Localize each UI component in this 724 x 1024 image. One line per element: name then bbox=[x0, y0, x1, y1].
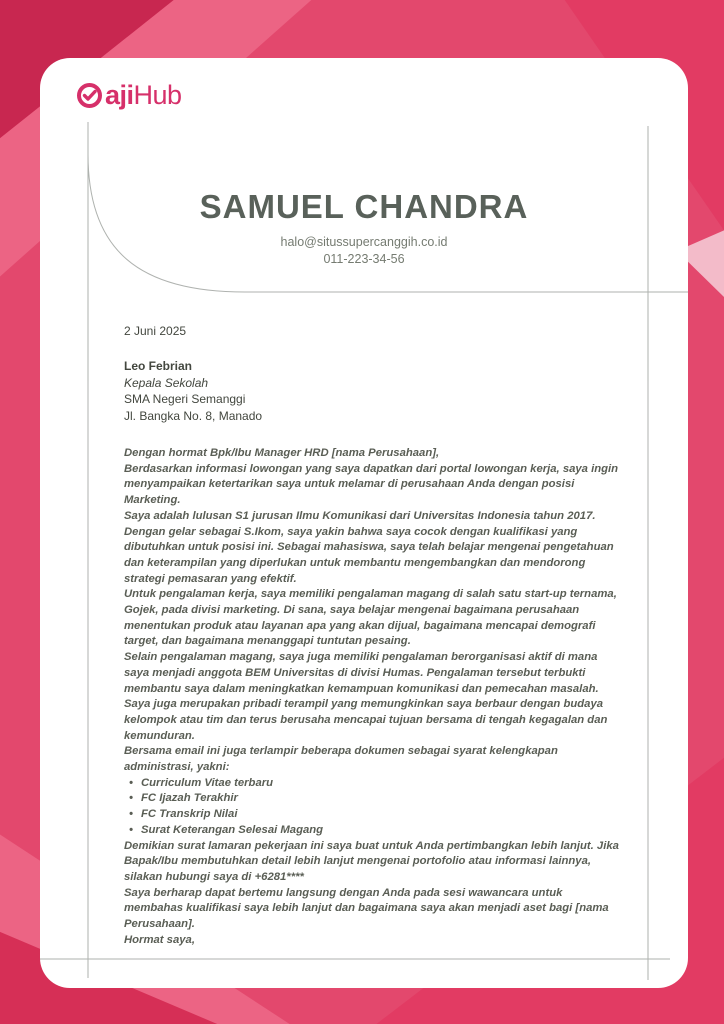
attachment-list bbox=[124, 776, 622, 839]
body-paragraph: Saya adalah lulusan S1 jurusan Ilmu Komunikasi dari Universitas Indonesia tahun 2017. Dengan gelar sebagai S.Ikom, saya yakin bahwa saya cocok dengan kualifikasi yang dibutuhkan untuk posisi ini. Sebagai mahasiswa, saya telah belajar mengenai pengetahuan dan keterampilan yang diperlukan untuk membantu mengembangkan dan mendorong strategi pemasaran yang efektif. bbox=[124, 509, 614, 585]
sender-email: halo@situssupercanggih.co.id bbox=[280, 235, 448, 249]
body-paragraph: Berdasarkan informasi lowongan yang saya dapatkan dari portal lowongan kerja, saya ingin menyampaikan ketertarikan saya untuk melamar di perusahaan Anda dengan posisi Marketing. bbox=[124, 462, 619, 507]
recipient-title: Kepala Sekolah bbox=[124, 375, 209, 390]
recipient-block bbox=[124, 358, 622, 424]
letter-header bbox=[40, 188, 688, 266]
attachment-item: • Curriculum Vitae terbaru bbox=[124, 776, 622, 792]
letter-body bbox=[124, 446, 622, 949]
closing-paragraph: Demikian surat lamaran pekerjaan ini saya buat untuk Anda pertimbangkan lebih lanjut. Jika Bapak/Ibu membutuhkan detail lebih lanjut mengenai portofolio atau informasi lainnya, silakan hubungi saya di +6281**** bbox=[124, 839, 619, 883]
gajihub-logo bbox=[76, 82, 182, 109]
attachment-item: • FC Ijazah Terakhir bbox=[124, 791, 622, 807]
logo-text-gaji: aji bbox=[105, 80, 134, 110]
body-paragraph: Untuk pengalaman kerja, saya memiliki pengalaman magang di salah satu start-up ternama, Gojek, pada divisi marketing. Di sana, saya belajar mengenai bagaimana perusahaan menentukan produk atau layanan apa yang akan dijual, bagaimana mencapai demografi target, dan bagaimana menanggapi tuntutan pesaing. bbox=[124, 588, 617, 648]
letter-content bbox=[124, 324, 622, 949]
closing-paragraph: Saya berharap dapat bertemu langsung dengan Anda pada sesi wawancara untuk membahas kualifikasi saya lebih lanjut dan bagaimana saya akan menjadi aset bagi [nama Perusahaan]. bbox=[124, 886, 609, 931]
body-paragraph: Dengan hormat Bpk/Ibu Manager HRD [nama Perusahaan], bbox=[124, 447, 440, 459]
signoff: Hormat saya, bbox=[124, 933, 195, 946]
body-paragraph: Saya juga merupakan pribadi terampil yang memungkinkan saya berbaur dengan budaya kelompok atau tim dan terus berusaha mencapai tujuan bersama di tengah kegagalan dan kemunduran. bbox=[124, 698, 608, 742]
letter-date: 2 Juni 2025 bbox=[124, 324, 187, 338]
recipient-organization: SMA Negeri Semanggi bbox=[124, 392, 246, 406]
closing-paragraphs bbox=[124, 839, 622, 933]
sender-phone: 011-223-34-56 bbox=[323, 252, 405, 266]
attachment-item: • FC Transkrip Nilai bbox=[124, 807, 622, 823]
recipient-address: Jl. Bangka No. 8, Manado bbox=[124, 408, 263, 423]
recipient-name: Leo Febrian bbox=[124, 359, 193, 373]
body-paragraph: Selain pengalaman magang, saya juga memiliki pengalaman berorganisasi aktif di mana saya menjadi anggota BEM Universitas di divisi Humas. Pengalaman tersebut terbukti membantu saya dalam meningkatkan kemampuan komunikasi dan pemecahan masalah. bbox=[124, 651, 599, 695]
attachment-item: • Surat Keterangan Selesai Magang bbox=[124, 823, 622, 839]
logo-text-hub: Hub bbox=[133, 80, 182, 110]
body-paragraphs bbox=[124, 446, 622, 776]
letter-card bbox=[40, 58, 688, 988]
sender-name: SAMUEL CHANDRA bbox=[199, 188, 529, 225]
body-paragraph: Bersama email ini juga terlampir beberapa dokumen sebagai syarat kelengkapan administrasi, yakni: bbox=[124, 745, 558, 774]
circle-check-icon bbox=[76, 82, 103, 109]
